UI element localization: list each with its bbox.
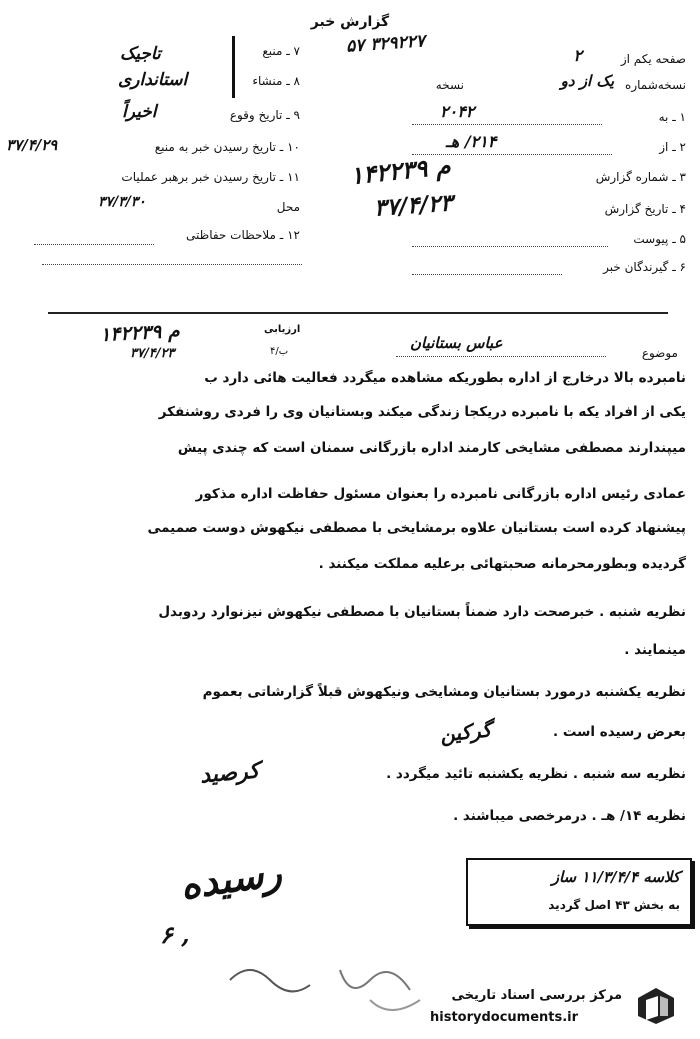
subject-label: موضوع: [641, 346, 678, 360]
margin-note: ۶ ,: [160, 920, 190, 949]
field-11-label: ۱۱ ـ تاریخ رسیدن خبر برهبر عملیات: [121, 170, 300, 184]
registry-stamp-line2: به بخش ۴۳ اصل گردید: [548, 898, 680, 912]
field-8-label: ۸ ـ منشاء: [252, 74, 300, 88]
watermark-url: historydocuments.ir: [430, 1010, 579, 1025]
body-line-2: یکی از افراد یکه با نامبرده دریکجا زندگی میکند وبستانیان وی را فردی روشنفکر: [158, 404, 686, 420]
field-8-value: استانداری: [118, 70, 188, 90]
field-3-label: ۳ ـ شماره گزارش: [595, 170, 686, 184]
body-line-5: پیشنهاد کرده است بستانیان علاوه برمشایخی با مصطفی نیکهوش دوست صمیمی: [147, 520, 686, 536]
field-4-label: ۴ ـ تاریخ گزارش: [604, 202, 686, 216]
place-label: محل: [276, 200, 300, 214]
archive-logo-icon: [636, 986, 676, 1026]
field-3-value: ۱۴م ۲۲۳۹: [348, 150, 452, 191]
opinion-tuesday: نظریه سه شنبه . نظریه یکشنبه تائید میگردد .: [386, 766, 686, 782]
opinion-saturday: نظریه شنبه . خبرصحت دارد ضمناً بستانیان با مصطفی نیکهوش نیزنوارد ردوبدل: [158, 604, 686, 620]
subject-ref: ۱۴م ۲۲۳۹: [99, 319, 181, 347]
opinion-sunday: نظریه یکشنبه درمورد بستانیان ومشایخی ونیکهوش قبلاً گزارشاتی بعموم: [202, 684, 686, 700]
field-5-label: ۵ ـ پیوست: [633, 232, 686, 246]
subject-value: عباس بستانیان: [410, 334, 503, 352]
field-12-label: ۱۲ ـ ملاحظات حفاظتی: [186, 228, 300, 242]
subject-stamp-top: ارزیابی: [264, 324, 301, 335]
signature: رسیده: [177, 849, 285, 908]
top-number: ۵۷ ۳۲۹۲۲۷: [345, 31, 426, 57]
field-7-label: ۷ ـ منبع: [262, 44, 300, 58]
field-6-label: ۶ ـ گیرندگان خبر: [603, 260, 686, 274]
place-value: ۳۷/۳/۳۰: [98, 194, 146, 210]
opinion-saturday-cont: مینمایند .: [624, 642, 686, 658]
field-1-label: ۱ ـ به: [658, 110, 686, 124]
copy-label: نسخه‌شماره: [625, 78, 686, 92]
field-1-value: ۲۰۴۲: [440, 102, 475, 121]
page-value: ۲: [573, 46, 582, 65]
copy-tail: نسخه: [435, 78, 464, 92]
body-line-3: میپندارند مصطفی مشایخی کارمند اداره بازرگانی سمنان است که چندی پیش: [177, 440, 686, 456]
body-line-4: عمادی رئیس اداره بازرگانی نامبرده را بعنوان مسئول حفاظت اداره مذکور: [195, 486, 686, 502]
watermark-name: مرکز بررسی اسناد تاریخی: [451, 988, 622, 1003]
field-2-value: ۲۱۴/ هـ: [446, 132, 497, 151]
body-line-6: گردیده وبطورمحرمانه صحبتهائی برعلیه مملکت میکنند .: [318, 556, 686, 572]
opinion-14h: نظریه ۱۴/ هـ . درمرخصی میباشند .: [453, 808, 686, 824]
field-9-label: ۹ ـ تاریخ وقوع: [229, 108, 300, 122]
field-9-value: اخیراً: [122, 102, 157, 122]
field-4-value: ۳۷/۴/۲۳: [373, 189, 454, 222]
registry-stamp-line1: کلاسه ۱۱/۳/۴/۴ ساز: [551, 868, 680, 886]
opinion-tuesday-sign: کرصید: [198, 757, 261, 789]
field-7-value: تاجیک: [120, 44, 161, 64]
bottom-scribbles: [220, 950, 440, 1030]
opinion-sunday-cont: بعرض رسیده است .: [553, 724, 686, 740]
header-separator: [48, 312, 668, 314]
body-line-1: نامبرده بالا درخارج از اداره بطوریکه مشاهده میگردد فعالیت هائی دارد ب: [204, 370, 686, 386]
subject-stamp-bottom: ب/۴: [270, 346, 289, 357]
field-10-label: ۱۰ ـ تاریخ رسیدن خبر به منبع: [154, 140, 300, 154]
field-10-value: ۳۷/۴/۲۹: [6, 136, 58, 154]
form-title: گزارش خبر: [310, 14, 390, 30]
subject-ref-date: ۳۷/۴/۲۳: [130, 346, 175, 361]
opinion-sunday-sign: گرکین: [438, 717, 493, 747]
copy-value: یک از دو: [560, 72, 614, 90]
page-label: صفحه یکم از: [620, 52, 686, 66]
field-2-label: ۲ ـ از: [659, 140, 686, 154]
